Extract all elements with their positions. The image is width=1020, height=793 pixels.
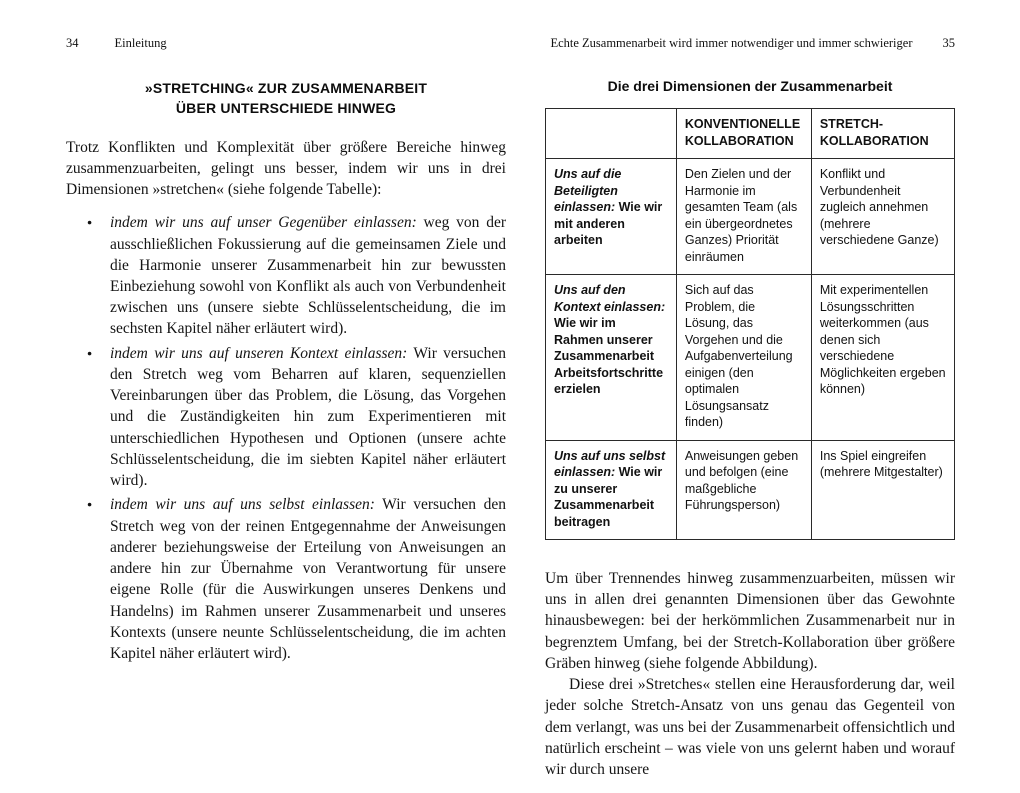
bullet-text: Wir versuchen den Stretch weg von der reinen Entgegennahme der Anweisungen anderer beziehungsweise der Erteilung von Anweisungen an andere hin zur Übernahme von Verantwortung für unsere eigene Rolle (für die Auswirkungen unseres Denkens und Handelns) im Rahmen unserer Zusammenarbeit und unseres Kontexts (unsere neunte Schlüsselentscheidung, die im achten Kapitel näher erläutert wird).: [110, 496, 506, 662]
list-item: [66, 212, 506, 339]
table-header-stretch: STRETCH-KOLLABORATION: [811, 109, 954, 159]
running-title-right: Echte Zusammenarbeit wird immer notwendiger und immer schwieriger: [550, 36, 913, 50]
table-row: [546, 275, 955, 441]
cell-conventional: Den Zielen und der Harmonie im gesamten Team (als ein übergeordnetes Ganzes) Priorität einräumen: [676, 159, 811, 275]
row-label-rest: Wie wir im Rahmen unserer Zusammenarbeit Arbeitsfortschritte erzielen: [554, 316, 664, 396]
cell-stretch: Konflikt und Verbundenheit zugleich annehmen (mehrere verschiedene Ganze): [811, 159, 954, 275]
cell-stretch: Mit experimentellen Lösungsschritten weiterkommen (aus denen sich verschiedene Möglichkeiten ergeben können): [811, 275, 954, 441]
running-header-right: [545, 36, 955, 51]
cell-conventional: Anweisungen geben und befolgen (eine maßgebliche Führungsperson): [676, 440, 811, 540]
paragraph: Um über Trennendes hinweg zusammenzuarbeiten, müssen wir uns in allen drei genannten Dimensionen über das Gewohnte hinausbewegen: bei der herkömmlichen Zusammenarbeit nur in begrenztem Umfang, bei der Stretch-Kollaboration über größere Gräben hinweg (siehe folgende Abbildung).: [545, 570, 955, 672]
list-item: [66, 494, 506, 664]
page-number-right: 35: [942, 36, 955, 50]
running-title-left: Einleitung: [114, 36, 167, 50]
row-label-rest: Wie wir mit anderen arbeiten: [554, 200, 663, 247]
row-label: [546, 440, 677, 540]
bullet-lead: indem wir uns auf unser Gegenüber einlassen:: [110, 214, 417, 232]
cell-stretch: Ins Spiel eingreifen (mehrere Mitgestalter): [811, 440, 954, 540]
section-heading-line2: ÜBER UNTERSCHIEDE HINWEG: [175, 100, 397, 117]
table-title: Die drei Dimensionen der Zusammenarbeit: [607, 78, 893, 94]
table-row: [546, 440, 955, 540]
bullet-lead: indem wir uns auf uns selbst einlassen:: [110, 496, 375, 514]
dimensions-table: [545, 108, 955, 540]
left-page: [66, 78, 506, 667]
running-header-left: [66, 36, 506, 51]
page-number-left: 34: [66, 36, 79, 50]
row-label-lead: Uns auf uns selbst einlassen:: [554, 448, 666, 479]
row-label-lead: Uns auf den Kontext einlassen:: [554, 283, 666, 314]
bullet-text: Wir versuchen den Stretch weg vom Beharren auf klaren, sequenziellen Vereinbarungen über das Problem, die Lösung, das Vorgehen und die Zuständigkeiten hin zum Experimentieren mit unterschiedlichen Hypothesen und Optionen (unsere achte Schlüsselentscheidung, die im siebten Kapitel näher erläutert wird).: [110, 344, 507, 490]
intro-paragraph: Trotz Konflikten und Komplexität über größere Bereiche hinweg zusammenzuarbeiten, gelingt uns besser, indem wir uns in drei Dimensionen »stretchen« (siehe folgende Tabelle):: [66, 138, 506, 199]
paragraph: Diese drei »Stretches« stellen eine Herausforderung dar, weil jeder solche Stretch-Ansatz von uns genau das Gegenteil von dem verlangt, was uns bei der Zusammenarbeit offensichtlich und natürlich erscheint – was viele von uns gelernt haben und worauf wir durch unsere: [545, 676, 955, 779]
row-label: [546, 159, 677, 275]
section-heading-line1: »STRETCHING« ZUR ZUSAMMENARBEIT: [144, 80, 428, 96]
table-row: [546, 159, 955, 275]
row-label-rest: Wie wir zu unserer Zusammenarbeit beitragen: [554, 465, 663, 529]
row-label: [546, 275, 677, 441]
section-heading: [76, 78, 496, 119]
table-header-empty: [546, 109, 677, 159]
cell-conventional: Sich auf das Problem, die Lösung, das Vorgehen und die Aufgabenverteilung einigen (den optimalen Lösungsansatz finden): [676, 275, 811, 441]
bullet-text: weg von der ausschließlichen Fokussierung auf die gemeinsamen Ziele und die Harmonie unserer Zusammenarbeit hin zur bewussten Einbeziehung sowohl von Konflikt als auch von Verbundenheit zwischen uns (unsere siebte Schlüsselentscheidung, die im sechsten Kapitel näher erläutert wird).: [110, 214, 506, 338]
right-body-text: [545, 568, 955, 780]
table-header-row: [546, 109, 955, 159]
bullet-lead: indem wir uns auf unseren Kontext einlassen:: [110, 344, 408, 362]
right-page: [545, 78, 955, 780]
list-item: [66, 343, 506, 492]
bullet-list: [66, 212, 506, 664]
table-header-conventional: KONVENTIONELLE KOLLABORATION: [676, 109, 811, 159]
row-label-lead: Uns auf die Beteiligten einlassen:: [554, 167, 622, 214]
